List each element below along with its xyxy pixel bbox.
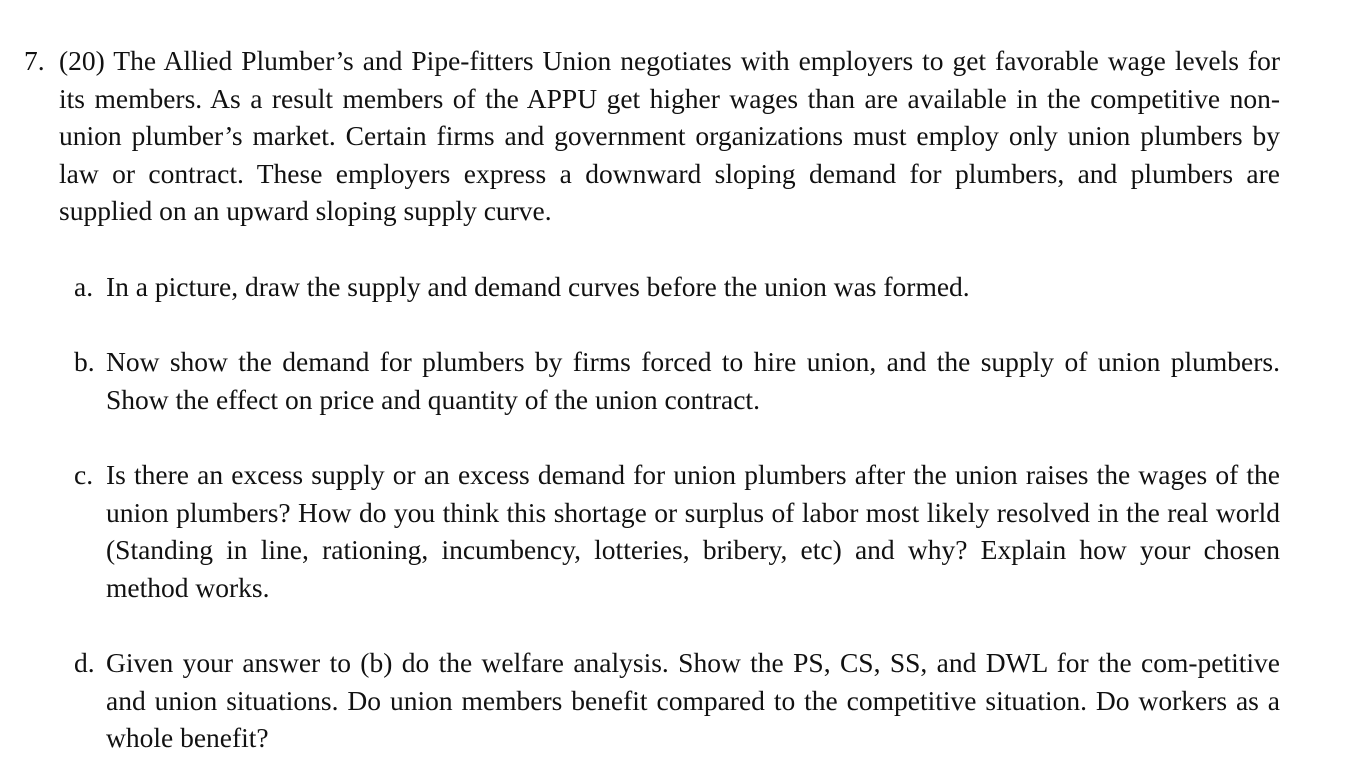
subpart-letter: b. bbox=[74, 346, 95, 377]
subpart-a bbox=[74, 268, 1280, 306]
question-text-block bbox=[24, 42, 1280, 230]
subpart-letter: c. bbox=[74, 459, 94, 490]
question-7 bbox=[24, 42, 1280, 230]
subpart-c bbox=[74, 456, 1280, 606]
subpart-text: Now show the demand for plumbers by firms forced to hire union, and the supply of union plumbers. Show the effect on price and quantity of the union contract. bbox=[106, 346, 1280, 415]
subpart-letter: d. bbox=[74, 647, 95, 678]
subpart-text: Is there an excess supply or an excess demand for union plumbers after the union raises the wages of the union plumbers? How do you think this shortage or surplus of labor most likely resolved in the real world (Standing in line, rationing, incumbency, lotteries, bribery, etc) and why? Explain how your chosen method works. bbox=[106, 459, 1280, 603]
question-text: (20) The Allied Plumber’s and Pipe-fitters Union negotiates with employers to get favorable wage levels for its members. As a result members of the APPU get higher wages than are available in the competitive non-union plumber’s market. Certain firms and government organizations must employ only union plumbers by law or contract. These employers express a downward sloping demand for plumbers, and plumbers are supplied on an upward sloping supply curve. bbox=[59, 45, 1280, 227]
subpart-text: Given your answer to (b) do the welfare analysis. Show the PS, CS, SS, and DWL for the com-petitive and union situations. Do union members benefit compared to the competitive situation. Do workers as a whole benefit? bbox=[106, 647, 1280, 754]
subpart-text: In a picture, draw the supply and demand curves before the union was formed. bbox=[106, 271, 970, 302]
subpart-b bbox=[74, 343, 1280, 418]
question-number: 7. bbox=[24, 45, 45, 76]
subpart-letter: a. bbox=[74, 271, 94, 302]
subpart-d bbox=[74, 644, 1280, 757]
